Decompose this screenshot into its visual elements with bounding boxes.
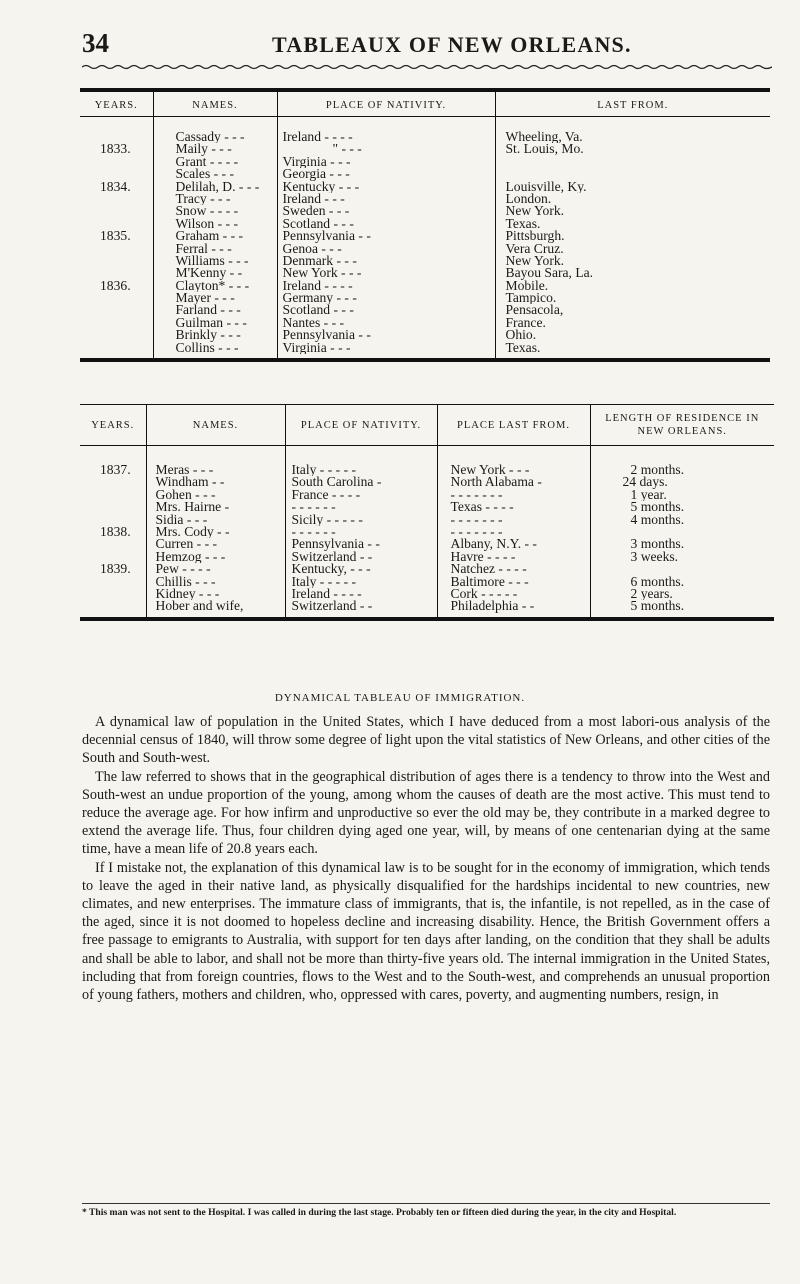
nativity-cell: Italy - - - - - [291,575,357,588]
header-years: YEARS. [80,90,153,117]
footnote-rule [82,1203,770,1204]
year-cell [80,551,146,563]
last-from-cell: Pittsburgh. [505,230,565,243]
header-names: NAMES. [146,405,285,446]
year-cell [80,304,153,316]
header-nativity: PLACE OF NATIVITY. [277,90,495,117]
header-years: YEARS. [80,405,146,446]
year-cell [80,501,146,513]
nativity-cell: Pennsylvania - - [282,329,371,342]
last-from-cell: St. Louis, Mo. [505,143,584,156]
name-cell: Gohen - - - [155,488,216,502]
nativity-cell: - - - - - - [291,525,336,539]
last-from-cell: Vera Cruz. [505,242,564,255]
name-cell: Curren - - - [155,538,218,551]
year-cell [80,156,153,168]
last-from-cell: New York. [505,254,565,268]
year-cell [80,317,153,329]
nativity-cell: France - - - - [291,488,361,502]
residence-cell [591,526,775,538]
name-cell: Grant - - - - [175,155,239,169]
year-cell: 1838. [100,525,131,539]
name-cell: Mayer - - - [175,292,235,305]
nativity-cell: Kentucky, - - - [291,563,371,576]
nativity-cell: Kentucky - - - [282,180,360,193]
residence-cell: 5 months. [630,501,685,514]
name-cell: Guilman - - - [175,316,247,330]
nativity-cell: Switzerland - - [291,550,373,564]
last-from-column [437,446,590,619]
year-cell [80,131,153,143]
last-from-cell: - - - - - - - [450,525,503,539]
last-from-cell: North Alabama - [450,476,542,489]
year-cell [80,342,153,354]
wavy-rule [82,62,772,72]
last-from-cell: - - - - - - - [450,513,503,526]
nativity-cell: Ireland - - - - [282,279,353,293]
year-cell: 1834. [100,180,131,193]
nativity-cell: Ireland - - - - [291,587,362,601]
nativity-column [277,117,495,361]
name-cell: Tracy - - - [175,192,231,206]
name-cell: Kidney - - - [155,587,220,601]
residence-cell: 2 months. [630,464,685,477]
last-from-cell: Wheeling, Va. [505,131,583,144]
paragraph: The law referred to shows that in the geographical distribution of ages there is a tendency to throw into the West and South-west an undue proportion of the young, among whom the causes of death are the most active. This must tend to reduce the average age. For how infirm and unproductive so ever the old may be, they contribute in a marked degree to extend the average life. Thus, four children dying aged one year, will, by means of one centenarian dying at the same time, have a mean life of 20.8 years each. [82,768,770,858]
residence-column [590,446,774,619]
nativity-cell: Sweden - - - [282,205,350,218]
year-cell: 1839. [100,563,131,576]
running-title: TABLEAUX OF NEW ORLEANS. [272,32,632,57]
year-cell [80,218,153,230]
residence-cell: 5 months. [630,600,685,613]
last-from-cell [496,168,771,180]
last-from-cell: France. [505,316,546,330]
header-residence: LENGTH OF RESIDENCE IN NEW ORLEANS. [590,405,774,446]
name-cell: Sidia - - - [155,513,208,526]
last-from-cell: Texas. [505,217,541,231]
nativity-cell: Virginia - - - [282,155,351,169]
name-cell: Mrs. Hairne - [155,501,230,514]
header-names: NAMES. [153,90,277,117]
admissions-table-1837-1839 [80,404,774,621]
last-from-cell: Baltimore - - - [450,575,529,588]
last-from-cell: Pensacola, [505,304,564,317]
nativity-cell: " - - - [332,143,362,156]
paragraph: If I mistake not, the explanation of this dynamical law is to be sought for in the economy of immigration, which tends to leave the aged in their native land, as physically disqualified for the hardships incidental to new countries, new climates, and new enterprises. The immature class of immigrants, that is, the infantile, is not repelled, as in the case of the aged, since it is not doomed to hopeless decline and increasing disability. Hence, the British Government offers a free passage to emigrants to Australia, with support for ten days after landing, on the condition that they shall be adults and shall be able to labor, and shall not be more than thirty-five years old. The internal immigration in the United States, including that from foreign countries, flows to the West and to the South-west, and comprehends an unusual proportion of young fathers, mothers and children, who, oppressed with cares, poverty, and augmenting numbers, resign, in [82,859,770,1004]
year-cell [80,489,146,501]
year-cell: 1833. [100,143,131,156]
nativity-cell: Switzerland - - [291,600,373,613]
name-cell: Farland - - - [175,304,241,317]
names-column [153,117,277,361]
year-cell [80,193,153,205]
name-cell: Snow - - - - [175,205,239,218]
name-cell: Clayton* - - - [175,279,250,293]
residence-cell [591,563,775,575]
name-cell: Brinkly - - - [175,329,241,342]
last-from-cell: Albany, N.Y. - - [450,538,537,551]
last-from-cell: Philadelphia - - [450,600,535,613]
last-from-cell: Texas - - - - [450,501,514,514]
year-cell [80,514,146,526]
years-column [80,446,146,619]
nativity-cell: Georgia - - - [282,168,350,181]
year-cell [80,576,146,588]
header-nativity: PLACE OF NATIVITY. [285,405,437,446]
name-cell: Hemzog - - - [155,550,226,564]
year-cell [80,168,153,180]
nativity-cell: Genoa - - - [282,242,342,255]
nativity-column [285,446,437,619]
residence-cell: 1 year. [630,488,667,502]
nativity-cell: Sicily - - - - - [291,513,363,526]
nativity-cell: South Carolina - [291,476,382,489]
nativity-cell: - - - - - - [291,501,336,514]
name-cell: Windham - - [155,476,225,489]
name-cell: Wilson - - - [175,217,238,231]
last-from-cell: Bayou Sara, La. [505,267,594,280]
paragraph: A dynamical law of population in the United States, which I have deduced from a most labori-ous analysis of the decennial census of 1840, will throw some degree of light upon the vital statistics of New Orleans, and other cities of the South and South-west. [82,714,770,767]
name-cell: Meras - - - [155,464,214,477]
last-from-cell: Louisville, Ky. [505,180,587,193]
last-from-cell: Mobile. [505,279,549,293]
year-cell: 1837. [100,464,131,477]
name-cell: Maily - - - [175,143,232,156]
year-cell [80,205,153,217]
residence-cell: 3 weeks. [630,550,679,564]
year-cell [80,588,146,600]
name-cell: Graham - - - [175,230,244,243]
year-cell: 1836. [100,279,131,293]
name-cell: Scales - - - [175,168,235,181]
name-cell: Chillis - - - [155,575,216,588]
year-cell [80,476,146,488]
last-from-column [495,117,770,361]
last-from-cell: Natchez - - - - [450,563,527,576]
nativity-cell: Pennsylvania - - [291,538,380,551]
name-cell: Ferral - - - [175,242,232,255]
last-from-cell: Havre - - - - [450,550,516,564]
name-cell: Hober and wife, [155,600,244,613]
last-from-cell: London. [505,192,552,206]
nativity-cell: Virginia - - - [282,341,351,355]
nativity-cell: Nantes - - - [282,316,345,330]
nativity-cell: Germany - - - [282,292,357,305]
header-last-from: PLACE LAST FROM. [437,405,590,446]
name-cell: Williams - - - [175,254,249,268]
nativity-cell: Italy - - - - - [291,464,357,477]
nativity-cell: Ireland - - - - [282,131,353,144]
nativity-cell: Scotland - - - [282,304,354,317]
nativity-cell: Scotland - - - [282,217,354,231]
residence-cell: 24 days. [622,476,668,489]
last-from-cell: - - - - - - - [450,488,503,502]
residence-cell: 4 months. [630,513,685,526]
year-cell [80,600,146,612]
residence-cell: 2 years. [630,587,673,601]
name-cell: Cassady - - - [175,131,245,144]
last-from-cell: Ohio. [505,329,537,342]
years-column [80,117,153,361]
year-cell: 1835. [100,230,131,243]
names-column [146,446,285,619]
nativity-cell: Ireland - - - [282,192,345,206]
residence-cell: 6 months. [630,575,685,588]
last-from-cell: New York. [505,205,565,218]
page-number: 34 [82,28,109,58]
section-title: DYNAMICAL TABLEAU OF IMMIGRATION. [274,692,526,704]
residence-cell: 3 months. [630,538,685,551]
body-text [82,713,770,1004]
name-cell: M'Kenny - - [175,267,243,280]
footnote: * This man was not sent to the Hospital. I was called in during the last stage. Probably ten or fifteen died during the year, in the city and Hospital. [82,1207,677,1218]
last-from-cell: New York - - - [450,464,530,477]
last-from-cell: Cork - - - - - [450,587,518,601]
year-cell [80,255,153,267]
name-cell: Pew - - - - [155,563,211,576]
year-cell [80,538,146,550]
year-cell [80,329,153,341]
admissions-table-1833-1836 [80,88,770,362]
header-last-from: LAST FROM. [495,90,770,117]
nativity-cell: New York - - - [282,267,362,280]
nativity-cell: Denmark - - - [282,254,357,268]
name-cell: Collins - - - [175,341,239,355]
last-from-cell: Tampico. [505,292,557,305]
year-cell [80,292,153,304]
name-cell: Mrs. Cody - - [155,525,230,539]
year-cell [80,243,153,255]
last-from-cell: Texas. [505,341,541,355]
year-cell [80,267,153,279]
last-from-cell [496,156,771,168]
nativity-cell: Pennsylvania - - [282,230,371,243]
name-cell: Delilah, D. - - - [175,180,260,193]
